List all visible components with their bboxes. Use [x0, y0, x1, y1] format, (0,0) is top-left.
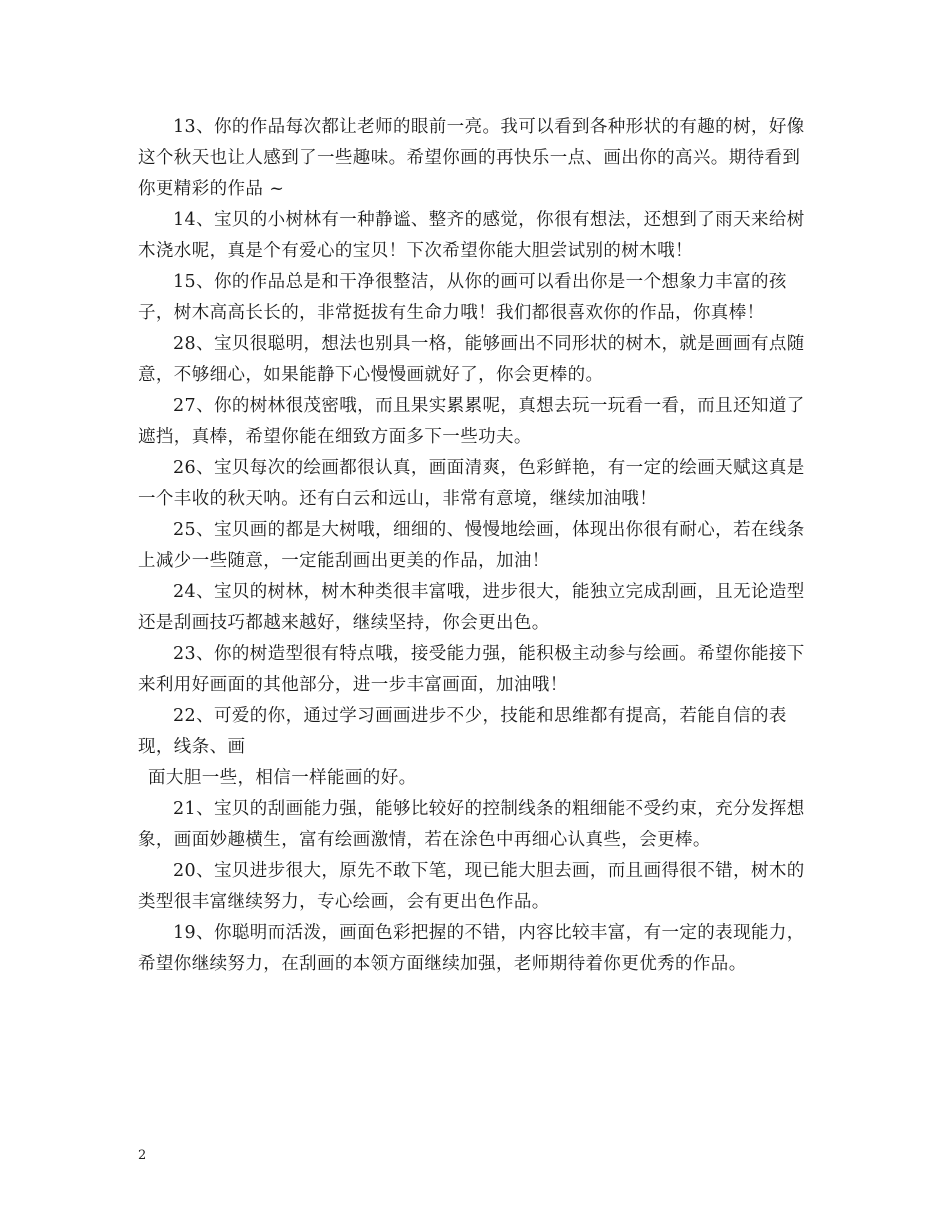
comment-paragraph-27: 27、你的树林很茂密哦，而且果实累累呢，真想去玩一玩看一看，而且还知道了遮挡，真棒，希望你能在细致方面多下一些功夫。 [138, 396, 805, 447]
comment-paragraph-25: 25、宝贝画的都是大树哦，细细的、慢慢地绘画，体现出你很有耐心，若在线条上减少一些随意，一定能刮画出更美的作品，加油！ [138, 520, 805, 571]
comment-paragraph-24: 24、宝贝的树林，树木种类很丰富哦，进步很大，能独立完成刮画，且无论造型还是刮画技巧都越来越好，继续坚持，你会更出色。 [138, 582, 805, 633]
comment-paragraph-20: 20、宝贝进步很大，原先不敢下笔，现已能大胆去画，而且画得很不错，树木的类型很丰富继续努力，专心绘画，会有更出色作品。 [138, 861, 805, 912]
document-body [138, 112, 814, 980]
comment-paragraph-19: 19、你聪明而活泼，画面色彩把握的不错，内容比较丰富，有一定的表现能力，希望你继续努力，在刮画的本领方面继续加强，老师期待着你更优秀的作品。 [138, 923, 805, 974]
comment-paragraph-15: 15、你的作品总是和干净很整洁，从你的画可以看出你是一个想象力丰富的孩子，树木高高长长的，非常挺拔有生命力哦！我们都很喜欢你的作品，你真棒！ [138, 272, 787, 323]
comment-paragraph-26: 26、宝贝每次的绘画都很认真，画面清爽，色彩鲜艳，有一定的绘画天赋这真是一个丰收的秋天呐。还有白云和远山，非常有意境，继续加油哦！ [138, 458, 805, 509]
comment-paragraph-13: 13、你的作品每次都让老师的眼前一亮。我可以看到各种形状的有趣的树，好像这个秋天也让人感到了一些趣味。希望你画的再快乐一点、画出你的高兴。期待看到你更精彩的作品 ~ [138, 117, 805, 199]
comment-paragraph-22-continued: 面大胆一些，相信一样能画的好。 [148, 768, 417, 788]
comment-paragraph-23: 23、你的树造型很有特点哦，接受能力强，能积极主动参与绘画。希望你能接下来利用好画面的其他部分，进一步丰富画面，加油哦！ [138, 644, 805, 695]
comment-paragraph-22: 22、可爱的你，通过学习画画进步不少，技能和思维都有提高，若能自信的表现，线条、画 [138, 706, 787, 757]
page-number: 2 [138, 1148, 147, 1163]
comment-paragraph-21: 21、宝贝的刮画能力强，能够比较好的控制线条的粗细能不受约束，充分发挥想象，画面妙趣横生，富有绘画激情，若在涂色中再细心认真些，会更棒。 [138, 799, 805, 850]
comment-paragraph-14: 14、宝贝的小树林有一种静谧、整齐的感觉，你很有想法，还想到了雨天来给树木浇水呢，真是个有爱心的宝贝！下次希望你能大胆尝试别的树木哦！ [138, 210, 805, 261]
comment-paragraph-28: 28、宝贝很聪明，想法也别具一格，能够画出不同形状的树木，就是画画有点随意，不够细心，如果能静下心慢慢画就好了，你会更棒的。 [138, 334, 805, 385]
